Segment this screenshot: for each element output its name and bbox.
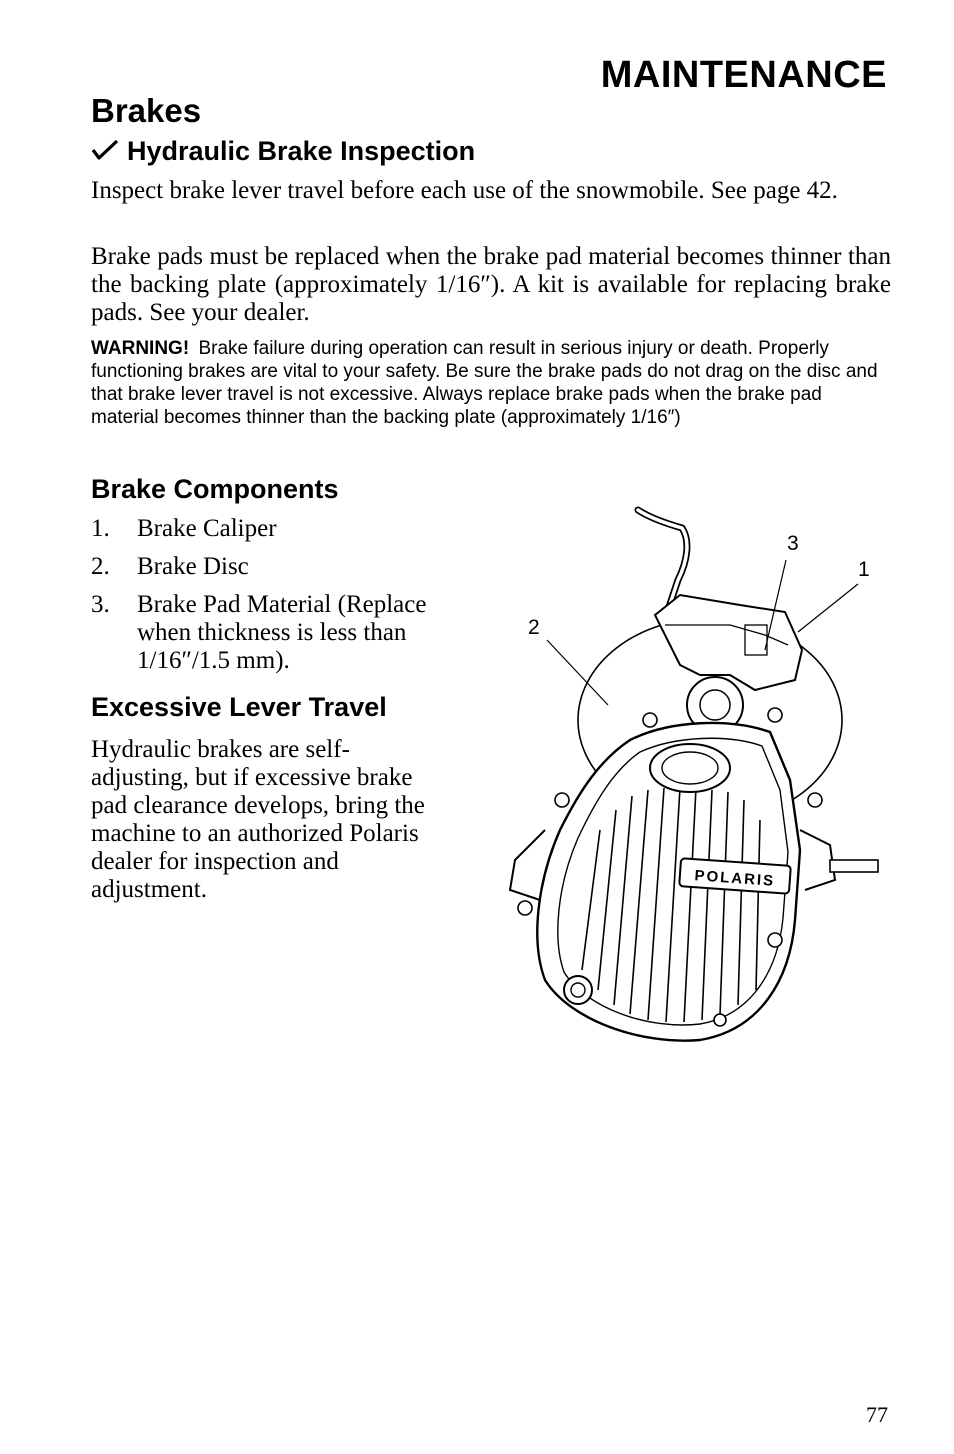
inspection-paragraph-2: Brake pads must be replaced when the brake pad material becomes thinner than the backing plate (approximately 1/16″). A kit is available for replacing brake pads. See your dealer. (91, 243, 891, 326)
list-label: Brake Caliper (137, 515, 277, 542)
lever-paragraph: Hydraulic brakes are self-adjusting, but if excessive brake pad clearance develops, bring the machine to an authorized Polaris dealer for inspection and adjustment. (91, 736, 425, 903)
inspection-title: Hydraulic Brake Inspection (127, 136, 476, 166)
warning-block (91, 337, 891, 429)
lever-heading: Excessive Lever Travel (91, 692, 387, 722)
list-label: Brake Disc (137, 553, 249, 580)
warning-text: Brake failure during operation can result in serious injury or death. Properly functioning brakes are vital to your safety. Be sure the brake pads do not drag on the disc and that brake lever travel is not excessive. Always replace brake pads when the brake pad material becomes thinner than the backing plate (approximately 1/16″) (91, 338, 878, 428)
leader-line-2 (547, 640, 608, 705)
callout-2: 2 (528, 616, 540, 639)
callout-1: 1 (858, 558, 870, 581)
callout-3: 3 (787, 532, 799, 555)
polaris-logo-text: POLARIS (693, 867, 776, 890)
brake-assembly-illustration (490, 500, 900, 1060)
checkmark-icon (91, 136, 127, 167)
brake-caliper-shape (655, 595, 802, 690)
list-number: 1. (91, 515, 110, 542)
page-number: 77 (866, 1402, 888, 1427)
components-list (91, 515, 451, 685)
components-heading: Brake Components (91, 474, 339, 504)
inspection-heading (91, 136, 475, 167)
page-title: Brakes (91, 92, 202, 129)
list-item (91, 553, 451, 581)
warning-label: WARNING! (91, 338, 190, 359)
list-label: Brake Pad Material (Replace when thickness is less than 1/16″/1.5 mm). (137, 591, 427, 674)
leader-line-1 (798, 584, 858, 632)
list-number: 3. (91, 591, 110, 618)
list-item (91, 515, 451, 543)
inspection-paragraph-1: Inspect brake lever travel before each use of the snowmobile. See page 42. (91, 177, 838, 204)
section-header: MAINTENANCE (600, 54, 887, 96)
list-item (91, 591, 451, 675)
list-number: 2. (91, 553, 110, 580)
